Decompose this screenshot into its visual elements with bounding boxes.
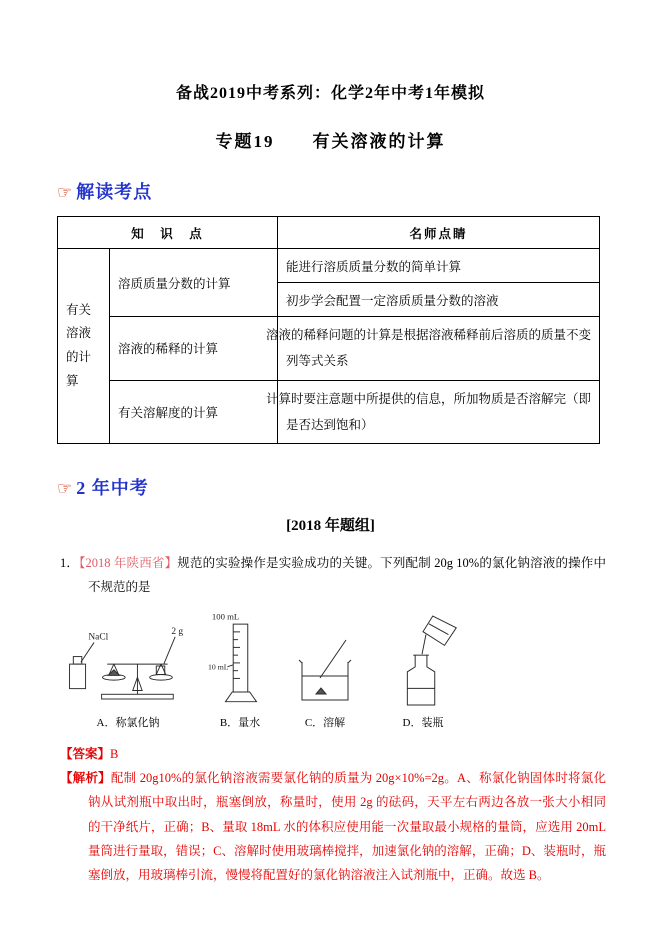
question-source-tag: 【2018 年陕西省】 <box>79 556 178 570</box>
figure-option-a <box>62 620 194 730</box>
figure-option-b <box>208 608 272 730</box>
table-row <box>58 317 600 381</box>
answer-line <box>60 744 661 762</box>
dissolving-beaker-illustration <box>286 636 364 712</box>
figure-caption-b: B．量水 <box>219 716 261 729</box>
figure-option-d <box>378 612 468 730</box>
pointer-icon: ☞ <box>57 479 74 498</box>
cylinder-mid-label: 10 mL <box>208 662 229 672</box>
row-group-label: 有关溶液的计算 <box>58 249 110 444</box>
table-row <box>58 249 600 283</box>
topic-title: 专题19 有关溶液的计算 <box>215 132 446 151</box>
point-dilution: 溶液的稀释的计算 <box>110 317 278 381</box>
note-mass-fraction-1: 能进行溶质质量分数的简单计算 <box>278 249 600 283</box>
note-solubility: 计算时要注意题中所提供的信息，所加物质是否溶解完（即是否达到饱和） <box>278 380 600 444</box>
knowledge-points-table <box>57 216 600 444</box>
figure-caption-c: C．溶解 <box>304 716 346 729</box>
question-1 <box>60 551 606 600</box>
section-two-year-exams-label: 2 年中考 <box>76 478 149 498</box>
figure-caption-a: A．称氯化钠 <box>96 716 160 729</box>
section-exam-points <box>57 178 661 204</box>
lab-operations-figure <box>62 608 462 730</box>
point-solubility: 有关溶解度的计算 <box>110 380 278 444</box>
col-header-knowledge: 知 识 点 <box>58 217 278 249</box>
figure-caption-d: D．装瓶 <box>402 716 444 729</box>
balance-weighing-illustration <box>62 620 194 712</box>
note-dilution: 溶液的稀释问题的计算是根据溶液稀释前后溶质的质量不变列等式关系 <box>278 317 600 381</box>
question-text: 规范的实验操作是实验成功的关键。下列配制 20g 10%的氯化钠溶液的操作中不规范的是 <box>88 556 606 595</box>
answer-label: 【答案】 <box>60 746 111 761</box>
weight-label: 2 g <box>171 626 184 637</box>
analysis-paragraph <box>60 766 606 888</box>
section-two-year-exams <box>57 474 661 500</box>
graduated-cylinder-illustration <box>208 608 272 712</box>
question-group-title: [2018 年题组] <box>286 518 375 534</box>
section-exam-points-label: 解读考点 <box>76 182 153 202</box>
pointer-icon: ☞ <box>57 183 74 202</box>
table-row <box>58 380 600 444</box>
table-header-row <box>58 217 600 249</box>
point-mass-fraction: 溶质质量分数的计算 <box>110 249 278 317</box>
analysis-text: 配制 20g10%的氯化钠溶液需要氯化钠的质量为 20g×10%=2g。A、称氯化钠固体时将氯化钠从试剂瓶中取出时，瓶塞倒放，称量时，使用 2g 的砝码，天平左右两边各放一张大小相同的干净纸片，正确；B、量取 18mL 水的体积应使用能一次量取最小规格的量筒，应选用 20mL 量筒进行量取，错误；C、溶解时使用玻璃棒搅拌，加速氯化钠的溶解，正确；D、装瓶时，瓶塞倒放，用玻璃棒引流，慢慢将配置好的氯化钠溶液注入试剂瓶中，正确。故选 B。 <box>88 770 606 883</box>
cylinder-top-label: 100 mL <box>211 611 240 622</box>
series-title: 备战2019中考系列：化学2年中考1年模拟 <box>175 85 485 102</box>
nacl-bottle-label: NaCl <box>88 632 109 643</box>
col-header-tips: 名师点睛 <box>278 217 600 249</box>
note-mass-fraction-2: 初步学会配置一定溶质质量分数的溶液 <box>278 283 600 317</box>
question-number: 1． <box>60 556 80 570</box>
answer-value: B <box>110 746 119 761</box>
figure-option-c <box>286 636 364 730</box>
analysis-label: 【解析】 <box>60 770 111 785</box>
bottling-illustration <box>378 612 468 712</box>
